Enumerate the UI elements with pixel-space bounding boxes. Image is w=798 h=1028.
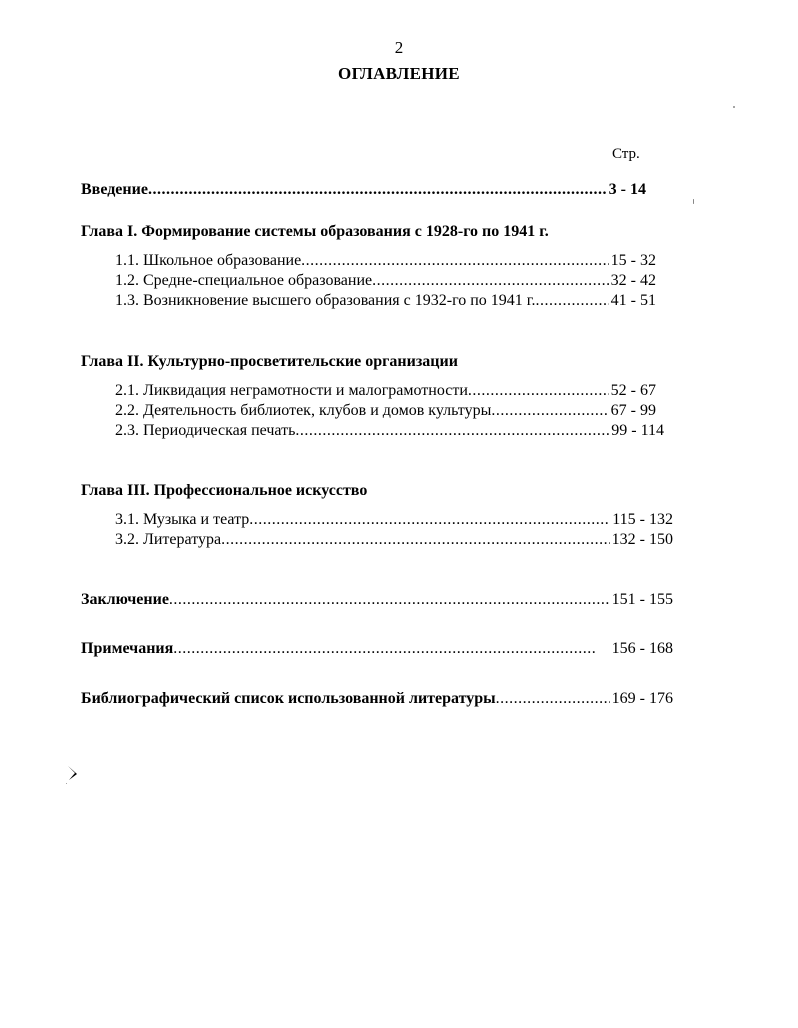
dot-leader	[372, 272, 609, 290]
toc-entry-bibliography[interactable]	[81, 690, 673, 708]
dot-leader	[301, 252, 609, 270]
scan-speck	[693, 199, 694, 204]
chapter-1-heading[interactable]: Глава I. Формирование системы образования с 1928-го по 1941 г.	[81, 223, 549, 240]
toc-entry-2-2[interactable]	[115, 402, 656, 420]
toc-entry-title: 1.2. Средне-специальное образование	[115, 272, 373, 289]
toc-entry-pages: 115 - 132	[612, 511, 673, 528]
toc-entry-notes[interactable]	[81, 640, 673, 658]
toc-entry-title: 1.1. Школьное образование	[115, 252, 302, 269]
dot-leader	[148, 181, 607, 199]
toc-entry-conclusion[interactable]	[81, 591, 673, 609]
toc-entry-1-1[interactable]	[115, 252, 656, 270]
toc-entry-pages: 41 - 51	[610, 292, 656, 309]
toc-entry-pages: 52 - 67	[610, 382, 656, 399]
toc-entry-title: 2.1. Ликвидация неграмотности и малограмотности	[115, 382, 468, 399]
dot-leader	[536, 292, 609, 310]
toc-entry-title: Введение	[81, 181, 148, 198]
toc-entry-pages: 15 - 32	[610, 252, 656, 269]
toc-entry-pages: 67 - 99	[610, 402, 656, 419]
toc-entry-introduction[interactable]	[81, 181, 646, 199]
toc-entry-2-3[interactable]	[115, 422, 664, 440]
dot-leader	[468, 382, 609, 400]
dot-leader	[173, 640, 595, 658]
toc-entry-1-2[interactable]	[115, 272, 656, 290]
toc-entry-title: Примечания	[81, 640, 174, 657]
dot-leader	[295, 422, 609, 440]
dot-leader	[249, 511, 610, 529]
toc-entry-pages: 132 - 150	[611, 531, 673, 548]
toc-entry-pages: 32 - 42	[610, 272, 656, 289]
toc-entry-pages: 3 - 14	[608, 181, 646, 198]
toc-entry-3-2[interactable]	[115, 531, 673, 549]
page-number: 2	[394, 38, 404, 57]
chapter-3-heading[interactable]: Глава III. Профессиональное искусство	[81, 482, 368, 499]
scan-speck	[733, 106, 735, 108]
toc-entry-title: Заключение	[81, 591, 169, 608]
page-title: ОГЛАВЛЕНИЕ	[338, 64, 460, 83]
toc-entry-pages: 151 - 155	[611, 591, 673, 608]
pages-column-header: Стр.	[612, 146, 640, 162]
toc-entry-title: 3.1. Музыка и театр	[115, 511, 250, 528]
toc-entry-1-3[interactable]	[115, 292, 656, 310]
toc-entry-3-1[interactable]	[115, 511, 673, 529]
toc-entry-title: 2.2. Деятельность библиотек, клубов и домов культуры	[115, 402, 492, 419]
toc-entry-title: 2.3. Периодическая печать	[115, 422, 296, 439]
scan-mark-icon	[66, 764, 82, 782]
dot-leader	[169, 591, 610, 609]
dot-leader	[221, 531, 610, 549]
toc-entry-title: 1.3. Возникновение высшего образования с 1932-го по 1941 г.	[115, 292, 536, 309]
toc-entry-2-1[interactable]	[115, 382, 656, 400]
scan-speck	[66, 783, 67, 784]
chapter-2-heading[interactable]: Глава II. Культурно-просветительские организации	[81, 353, 458, 370]
toc-entry-pages: 99 - 114	[611, 422, 664, 439]
dot-leader	[491, 402, 608, 420]
toc-entry-pages: 169 - 176	[611, 690, 673, 707]
toc-entry-title: 3.2. Литература	[115, 531, 222, 548]
toc-entry-pages: 156 - 168	[611, 640, 673, 657]
toc-entry-title: Библиографический список использованной литературы	[81, 690, 496, 707]
dot-leader	[496, 690, 610, 708]
